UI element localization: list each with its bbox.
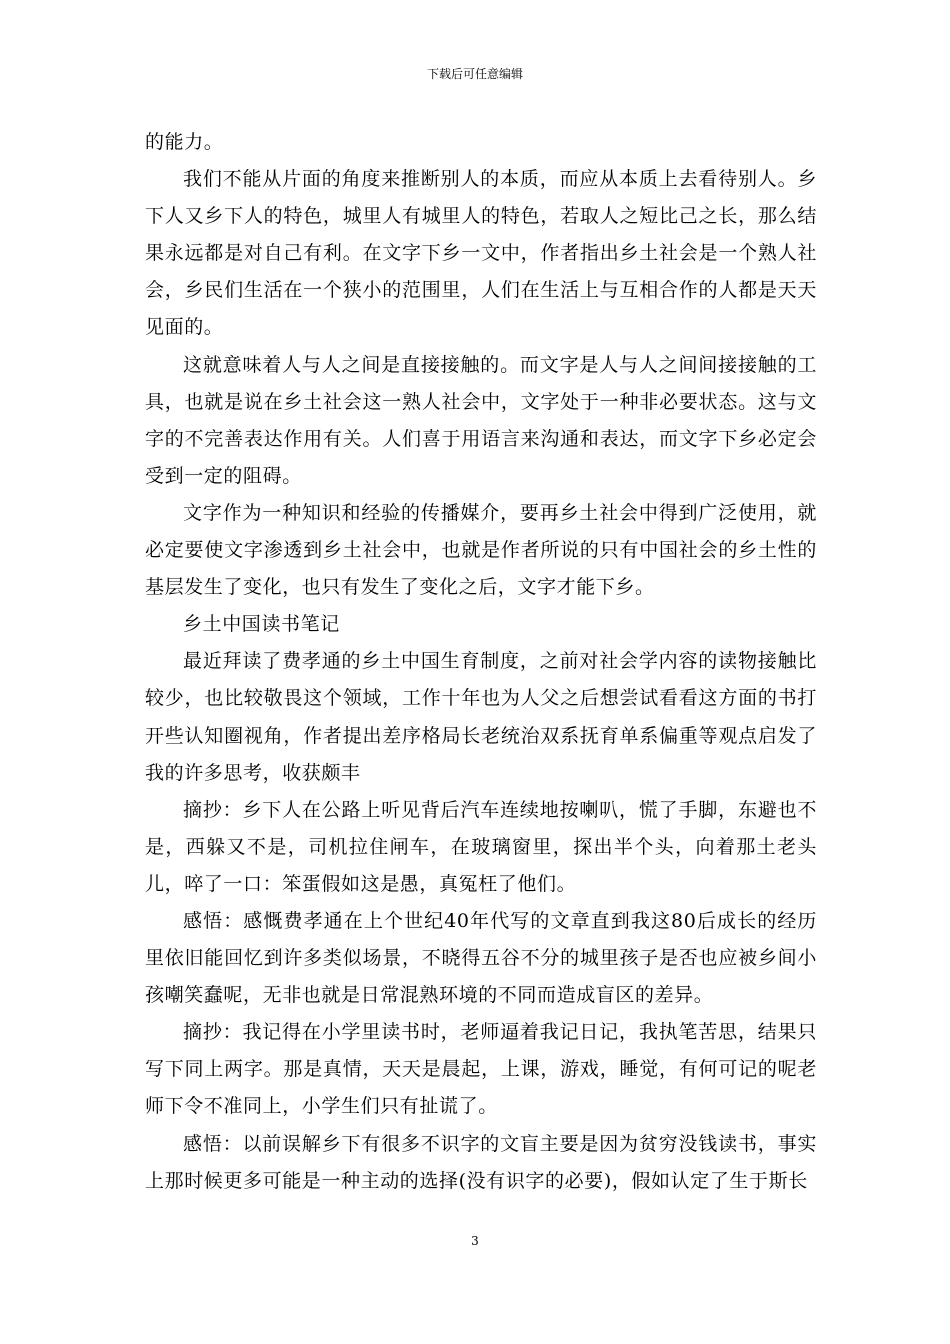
paragraph: 这就意味着人与人之间是直接接触的。而文字是人与人之间间接接触的工具，也就是说在乡土社会这一熟人社会中，文字处于一种非必要状态。这与文字的不完善表达作用有关。人们喜于用语言来沟通和表达，而文字下乡必定会受到一定的阻碍。 [145,353,817,487]
paragraph: 摘抄：乡下人在公路上听见背后汽车连续地按喇叭，慌了手脚，东避也不是，西躲又不是，司机拉住闸车，在玻璃窗里，探出半个头，向着那土老头儿，啐了一口：笨蛋假如这是愚，真冤枉了他们。 [145,798,817,895]
document-body [145,124,817,1200]
paragraph: 感悟：以前误解乡下有很多不识字的文盲主要是因为贫穷没钱读书，事实上那时候更多可能是一种主动的选择(没有识字的必要)，假如认定了生于斯长 [145,1132,817,1192]
paragraph: 我们不能从片面的角度来推断别人的本质，而应从本质上去看待别人。乡下人又乡下人的特色，城里人有城里人的特色，若取人之短比己之长，那么结果永远都是对自己有利。在文字下乡一文中，作者指出乡土社会是一个熟人社会，乡民们生活在一个狭小的范围里，人们在生活上与互相合作的人都是天天见面的。 [145,168,817,339]
paragraph: 的能力。 [145,131,224,153]
paragraph: 最近拜读了费孝通的乡土中国生育制度，之前对社会学内容的读物接触比较少，也比较敬畏这个领域，工作十年也为人父之后想尝试看看这方面的书打开些认知圈视角，作者提出差序格局长老统治双系抚育单系偏重等观点启发了我的许多思考，收获颇丰 [145,650,817,784]
page-header: 下载后可任意编辑 [426,67,523,81]
page-number: 3 [471,1234,479,1248]
section-title: 乡土中国读书笔记 [183,613,340,636]
paragraph: 摘抄：我记得在小学里读书时，老师逼着我记日记，我执笔苦思，结果只写下同上两字。那是真情，天天是晨起，上课，游戏，睡觉，有何可记的呢老师下令不准同上，小学生们只有扯谎了。 [145,1021,817,1118]
paragraph: 文字作为一种知识和经验的传播媒介，要再乡土社会中得到广泛使用，就必定要使文字渗透到乡土社会中，也就是作者所说的只有中国社会的乡土性的基层发生了变化，也只有发生了变化之后，文字才能下乡。 [145,501,817,599]
paragraph: 感悟：感慨费孝通在上个世纪40年代写的文章直到我这80后成长的经历里依旧能回忆到许多类似场景，不晓得五谷不分的城里孩子是否也应被乡间小孩嘲笑蠢呢，无非也就是日常混熟环境的不同而造成盲区的差异。 [145,909,817,1007]
